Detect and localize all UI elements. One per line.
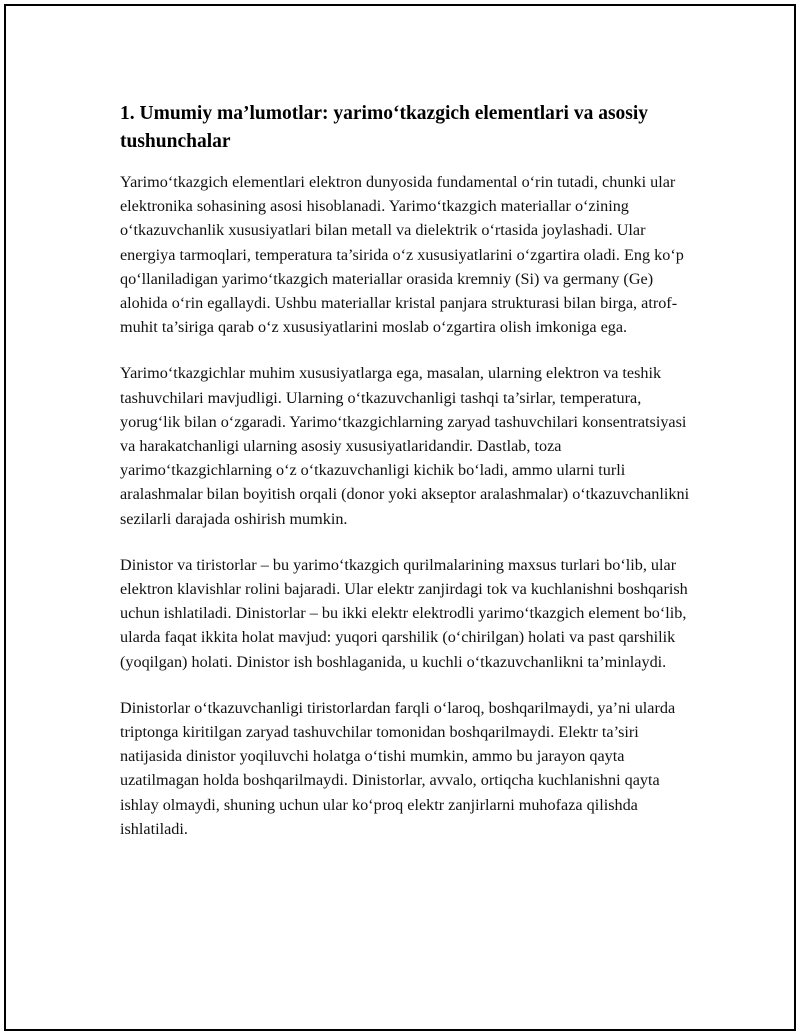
section-heading: 1. Umumiy ma’lumotlar: yarimo‘tkazgich elementlari va asosiy tushunchalar bbox=[120, 103, 649, 152]
paragraph-3: Dinistor va tiristorlar – bu yarimo‘tkazgich qurilmalarining maxsus turlari bo‘lib, ular elektron klavishlar rolini bajaradi. Ular elektr zanjirdagi tok va kuchlanishni boshqarish uchun ishlatiladi. Dinistorlar – bu ikki elektr elektrodli yarimo‘tkazgich element bo‘lib, ularda faqat ikkita holat mavjud: yuqori qarshilik (o‘chirilgan) holati va past qarshilik (yoqilgan) holati. Dinistor ish boshlaganida, u kuchli o‘tkazuvchanlikni ta’minlaydi. bbox=[120, 555, 688, 671]
paragraph-2: Yarimo‘tkazgichlar muhim xususiyatlarga ega, masalan, ularning elektron va teshik tashuvchilari mavjudligi. Ularning o‘tkazuvchanligi tashqi ta’sirlar, temperatura, yorug‘lik bilan o‘zgaradi. Yarimo‘tkazgichlarning zaryad tashuvchilari konsentratsiyasi va harakatchanligi ularning asosiy xususiyatlaridandir. Dastlab, toza yarimo‘tkazgichlarning o‘z o‘tkazuvchanligi kichik bo‘ladi, ammo ularni turli aralashmalar bilan boyitish orqali (donor yoki akseptor aralashmalar) o‘tkazuvchanlikni sezilarli darajada oshirish mumkin. bbox=[120, 364, 690, 528]
page-frame bbox=[4, 4, 796, 1031]
document-body bbox=[120, 100, 700, 863]
paragraph-4: Dinistorlar o‘tkazuvchanligi tiristorlardan farqli o‘laroq, boshqarilmaydi, ya’ni ularda triptonga kiritilgan zaryad tashuvchilar tomonidan boshqarilmaydi. Elektr ta’siri natijasida dinistor yoqiluvchi holatga o‘tishi mumkin, ammo bu jarayon qayta uzatilmagan holda boshqarilmaydi. Dinistorlar, avvalo, ortiqcha kuchlanishni qayta ishlay olmaydi, shuning uchun ular ko‘proq elektr zanjirlarni muhofaza qilishda ishlatiladi. bbox=[120, 698, 676, 838]
paragraph-1: Yarimo‘tkazgich elementlari elektron dunyosida fundamental o‘rin tutadi, chunki ular elektronika sohasining asosi hisoblanadi. Yarimo‘tkazgich materiallar o‘zining o‘tkazuvchanlik xususiyatlari bilan metall va dielektrik o‘rtasida joylashadi. Ular energiya tarmoqlari, temperatura ta’sirida o‘z xususiyatlarini o‘zgartira oladi. Eng ko‘p qo‘llaniladigan yarimo‘tkazgich materiallar orasida kremniy (Si) va germany (Ge) alohida o‘rin egallaydi. Ushbu materiallar kristal panjara strukturasi bilan birga, atrof-muhit ta’siriga qarab o‘z xususiyatlarini moslab o‘zgartira olish imkoniga ega. bbox=[120, 173, 684, 337]
